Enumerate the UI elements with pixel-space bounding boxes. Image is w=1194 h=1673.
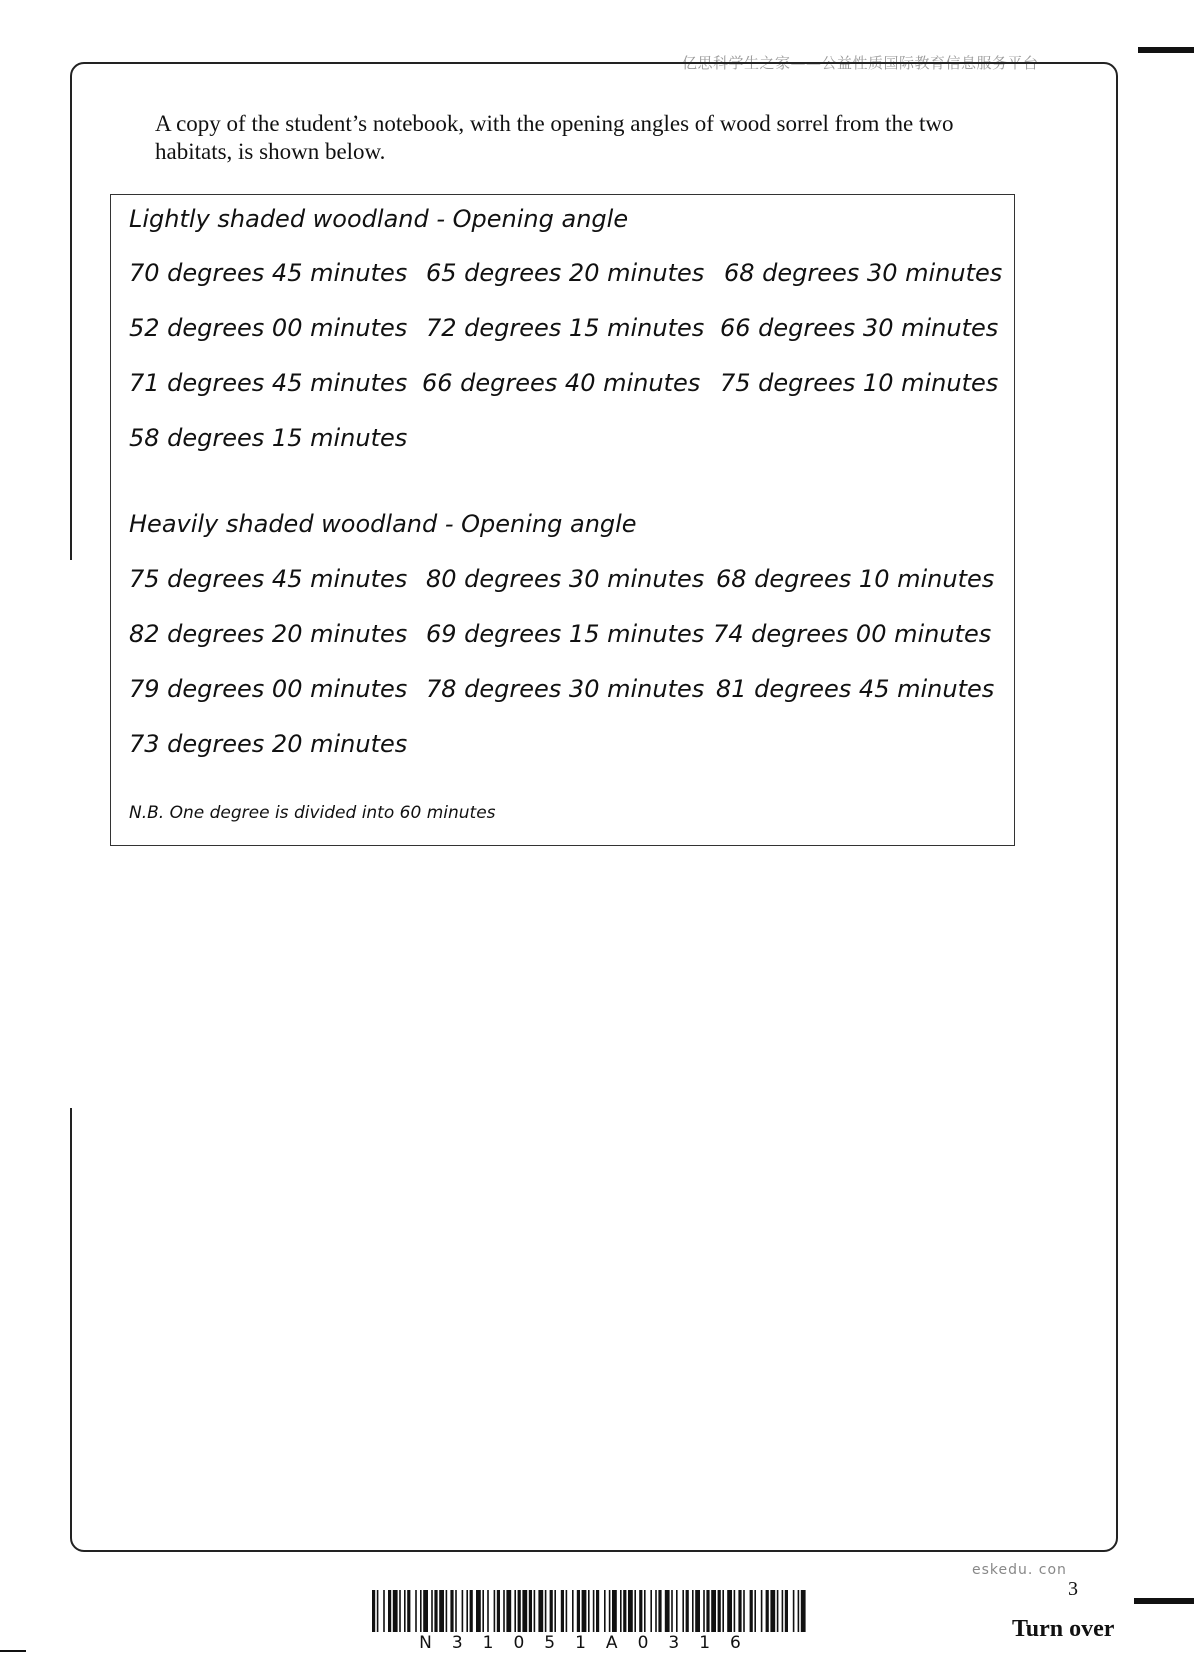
barcode-bar (450, 1590, 453, 1632)
frame-gap (66, 560, 74, 1108)
light-entry: 70 degrees 45 minutes (129, 259, 408, 287)
barcode-bar (503, 1590, 505, 1632)
light-woodland-heading: Lightly shaded woodland - Opening angle (129, 205, 629, 233)
barcode-bar (650, 1590, 652, 1632)
barcode-bar (734, 1590, 736, 1632)
barcode-bar (671, 1590, 673, 1632)
light-entry: 68 degrees 30 minutes (724, 259, 1003, 287)
barcode-bar (695, 1590, 700, 1632)
barcode-bar (518, 1590, 521, 1632)
barcode-bar (718, 1590, 721, 1632)
barcode-bar (612, 1590, 617, 1632)
barcode-bar (644, 1590, 646, 1632)
heavy-entry: 80 degrees 30 minutes (426, 565, 705, 593)
barcode-bar (482, 1590, 484, 1632)
barcode-bar (383, 1590, 385, 1632)
barcode-bar (420, 1590, 422, 1632)
barcode-bar (770, 1590, 775, 1632)
barcode-bar (634, 1590, 636, 1632)
barcode-bar (506, 1590, 511, 1632)
barcode-bar (676, 1590, 678, 1632)
barcode-bar (801, 1590, 806, 1632)
barcode-bar (588, 1590, 590, 1632)
barcode-bar (388, 1590, 391, 1632)
page-number: 3 (1068, 1578, 1078, 1600)
barcode-bar (470, 1590, 473, 1632)
heavy-entry: 73 degrees 20 minutes (129, 730, 408, 758)
barcode-bar (743, 1590, 745, 1632)
barcode-bar (706, 1590, 709, 1632)
heavy-entry: 68 degrees 10 minutes (716, 565, 995, 593)
barcode-bar (487, 1590, 489, 1632)
barcode-bar (727, 1590, 732, 1632)
registration-mark-bottom (1134, 1598, 1194, 1604)
barcode-bar (434, 1590, 437, 1632)
heavy-entry: 69 degrees 15 minutes (426, 620, 705, 648)
light-entry: 75 degrees 10 minutes (720, 369, 999, 397)
light-entry: 52 degrees 00 minutes (129, 314, 408, 342)
barcode-bar (766, 1590, 769, 1632)
light-entry: 65 degrees 20 minutes (426, 259, 705, 287)
barcode-bar (407, 1590, 410, 1632)
light-entry: 58 degrees 15 minutes (129, 424, 408, 452)
barcode-bar (534, 1590, 536, 1632)
barcode-bar (550, 1590, 553, 1632)
barcode-bar (785, 1590, 788, 1632)
light-entry: 66 degrees 40 minutes (422, 369, 701, 397)
barcode-bar (703, 1590, 705, 1632)
heavy-entry: 75 degrees 45 minutes (129, 565, 408, 593)
heavy-entry: 81 degrees 45 minutes (716, 675, 995, 703)
barcode-bar (415, 1590, 417, 1632)
heavy-entry: 78 degrees 30 minutes (426, 675, 705, 703)
barcode-bar (538, 1590, 543, 1632)
barcode-bar (658, 1590, 661, 1632)
barcode-bar (545, 1590, 547, 1632)
barcode-bar (497, 1590, 500, 1632)
barcode-bar (577, 1590, 580, 1632)
barcode-bar (793, 1590, 795, 1632)
barcode-bar (494, 1590, 496, 1632)
barcode-bar (798, 1590, 800, 1632)
barcode-bar (754, 1590, 756, 1632)
barcode-bar (522, 1590, 527, 1632)
barcode-bar (476, 1590, 481, 1632)
light-entry: 72 degrees 15 minutes (426, 314, 705, 342)
barcode-bar (711, 1590, 716, 1632)
barcode-bar (722, 1590, 724, 1632)
barcode-bar (404, 1590, 406, 1632)
barcode-bar (377, 1590, 379, 1632)
barcode-bar (582, 1590, 587, 1632)
barcode (372, 1590, 808, 1632)
barcode-bar (686, 1590, 689, 1632)
light-entry: 71 degrees 45 minutes (129, 369, 408, 397)
site-watermark: eskedu. con (972, 1562, 1067, 1578)
barcode-bar (462, 1590, 464, 1632)
light-entry: 66 degrees 30 minutes (720, 314, 999, 342)
barcode-bar (566, 1590, 568, 1632)
barcode-bar (593, 1590, 595, 1632)
barcode-bar (777, 1590, 779, 1632)
barcode-bar (455, 1590, 457, 1632)
heavy-woodland-heading: Heavily shaded woodland - Opening angle (129, 510, 637, 538)
barcode-bar (393, 1590, 398, 1632)
barcode-bar (750, 1590, 753, 1632)
barcode-bar (431, 1590, 433, 1632)
barcode-bar (572, 1590, 574, 1632)
intro-text: A copy of the student’s notebook, with the opening angles of wood sorrel from the two habitats, is shown below. (155, 111, 954, 164)
barcode-bar (561, 1590, 564, 1632)
barcode-bar (554, 1590, 556, 1632)
note-text: N.B. One degree is divided into 60 minutes (129, 803, 496, 823)
barcode-bar (439, 1590, 444, 1632)
barcode-bar (372, 1590, 375, 1632)
barcode-bar (399, 1590, 401, 1632)
barcode-bar (529, 1590, 532, 1632)
barcode-bar (466, 1590, 468, 1632)
barcode-number: N31051A0316 (419, 1633, 761, 1653)
registration-mark-top (1138, 47, 1194, 53)
heavy-entry: 74 degrees 00 minutes (713, 620, 992, 648)
barcode-bar (639, 1590, 642, 1632)
barcode-bar (628, 1590, 633, 1632)
barcode-bar (604, 1590, 606, 1632)
watermark: 亿思科学生之家——公益性质国际教育信息服务平台 (682, 54, 1039, 72)
turn-over-label: Turn over (1012, 1616, 1115, 1642)
barcode-bar (782, 1590, 784, 1632)
barcode-bar (623, 1590, 626, 1632)
barcode-bar (655, 1590, 657, 1632)
heavy-entry: 82 degrees 20 minutes (129, 620, 408, 648)
registration-mark-left (0, 1650, 26, 1652)
barcode-bar (596, 1590, 599, 1632)
barcode-bar (609, 1590, 611, 1632)
student-notebook (110, 194, 1015, 846)
barcode-bar (446, 1590, 448, 1632)
heavy-entry: 79 degrees 00 minutes (129, 675, 408, 703)
barcode-bar (682, 1590, 684, 1632)
barcode-bar (620, 1590, 622, 1632)
barcode-bar (423, 1590, 428, 1632)
barcode-bar (761, 1590, 763, 1632)
barcode-bar (514, 1590, 516, 1632)
barcode-bar (665, 1590, 670, 1632)
barcode-bar (738, 1590, 741, 1632)
barcode-bar (692, 1590, 694, 1632)
